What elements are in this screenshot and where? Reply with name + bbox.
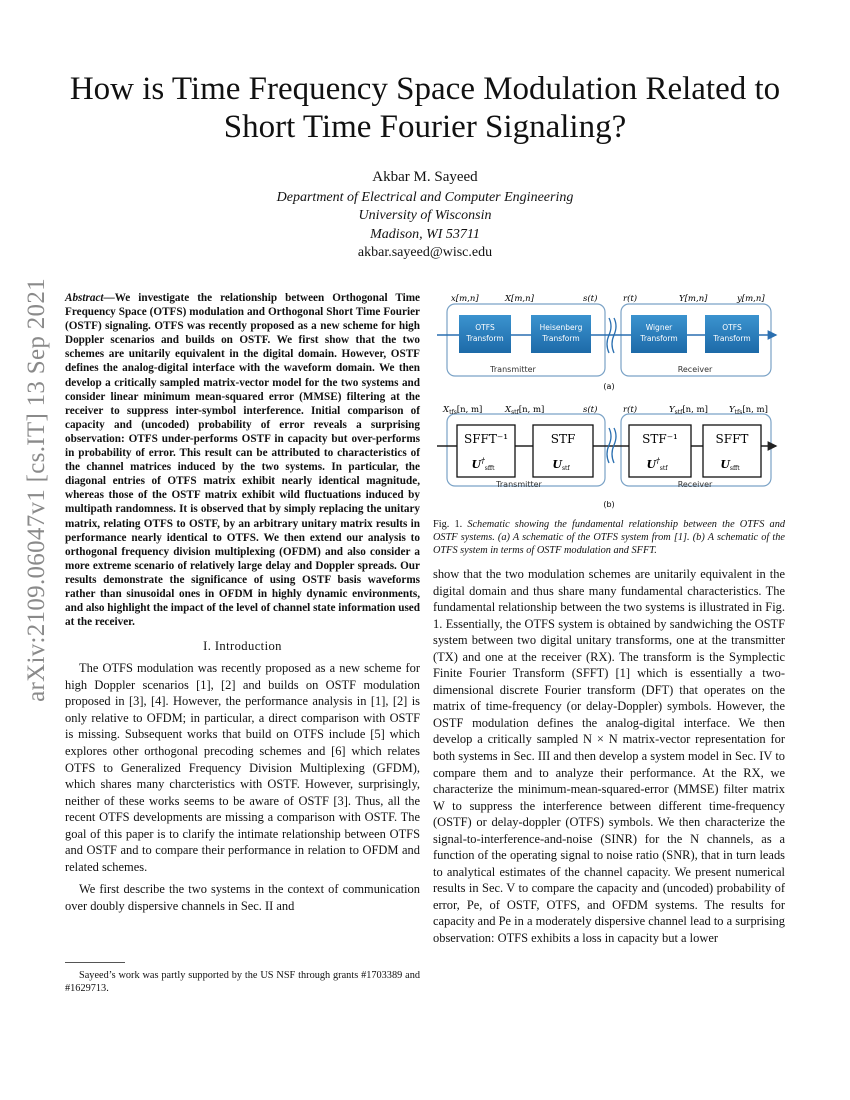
stf-label: STF — [550, 432, 576, 446]
signal-X-mn: X[m,n] — [505, 294, 534, 304]
abstract-label: Abstract — [65, 292, 104, 304]
caption-text: Schematic showing the fundamental relationship between the OTFS and OSTF systems. (a) A schematic of the OTFS system from [1]. (b) A schematic of the OTFS system in terms of OSTF modulation and SFFT. — [433, 519, 786, 557]
receiver-label-a: Receiver — [677, 365, 713, 374]
signal-Y-mn: Y[m,n] — [679, 294, 708, 304]
otfs-transform-tx-label-1: OTFS — [475, 323, 495, 332]
arxiv-stamp — [20, 278, 54, 702]
left-column — [65, 291, 420, 914]
author-block — [200, 168, 650, 263]
figure-1-diagram — [433, 288, 785, 518]
intro-paragraph-1: The OTFS modulation was recently proposed as a new scheme for high Doppler scenarios [1], [2] and builds on OSTF modulation proposed in [3], [4]. However, the performance analysis in [1], [2] is only relative to OFDM; in particular, a direct comparison with OSTF is missing. Subsequent works that build on OTFS include [5] which explores other orthogonal precoding schemes and [6] which relates OTFS to Generalized Frequency Division Multiplexing (GFDM), which shares many charcteristics with OSTF. However, surprisingly, neither of these works seems to be aware of OSTF [3]. Thus, all the recent OTFS developments are missing a comparison with OSTF. The goal of this paper is to clarify the intimate relationship between OTFS and OSTF and to compare their performance in relation to OFDM and related schemes. — [65, 661, 420, 874]
author-email: akbar.sayeed@wisc.edu — [357, 245, 493, 260]
right-column-text — [433, 566, 785, 947]
abstract — [65, 291, 420, 629]
signal-s-t-b: s(t) — [583, 405, 598, 415]
transmitter-label-a: Transmitter — [490, 365, 536, 374]
heisenberg-label-1: Heisenberg — [539, 323, 583, 332]
stf-inverse-label: STF⁻¹ — [642, 432, 678, 446]
stf-matrix: Ustf — [552, 458, 570, 472]
panel-b — [437, 404, 776, 509]
sfft-inverse-matrix: $U^\dagger_{sfft}$ — [471, 456, 495, 472]
transmitter-label-b: Transmitter — [496, 480, 542, 489]
panel-a — [437, 293, 776, 391]
panel-b-label: (b) — [603, 500, 615, 509]
arxiv-identifier: arXiv:2109.06047v1 [cs.IT] 13 Sep 2021 — [23, 278, 50, 702]
author-location: Madison, WI 53711 — [370, 226, 480, 242]
section-heading-introduction: I. Introduction — [203, 639, 282, 654]
sfft-matrix: Usfft — [720, 458, 740, 472]
receiver-label-b: Receiver — [677, 480, 713, 489]
figure-1 — [433, 288, 785, 518]
stf-inverse-matrix: $U^\dagger_{stf}$ — [646, 456, 668, 472]
caption-label: Fig. 1. — [433, 519, 463, 530]
author-university: University of Wisconsin — [358, 208, 492, 223]
author-department: Department of Electrical and Computer Engineering — [276, 189, 574, 205]
abstract-text: —We investigate the relationship between Orthogonal Time Frequency Space (OTFS) modulation and Orthogonal Short Time Fourier (OSTF) signaling. OTFS was recently proposed as a new scheme for high Doppler scenarios and builds on OSTF. We first show that the two schemes are unitarily equivalent in the digital domain. However, OSTF defines the analog-digital interface with the waveform domain. We then develop a critically sampled matrix-vector model for the two systems and consider linear minimum mean-squared error (MMSE) filtering at the receiver to suppress inter-symbol interference. Initial comparison of capacity and (uncoded) probability of error reveals a surprising observation: OTFS under-performs OSTF in capacity but over-performs in probability of error. This result can be attributed to characteristics of the channel matrices induced by the two systems. In particular, the diagonal entries of OTFS matrix exhibit nearly identical magnitude, whereas those of the OSTF matrix exhibit wild fluctuations induced by multipath randomness. It is observed that by simply replacing the unitary matrix, relating OTFS to OSTF, by an arbitrary unitary matrix results in performance nearly identical to OTFS. We then extend our analysis to orthogonal frequency division multiplexing (OFDM) and also consider a more extreme scenario of relatively large delay and Doppler spreads. Our results demonstrate the significance of using OSTF basis waveforms rather than sinusoidal ones in OFDM in highly dynamic environments, and also highlight the impact of the level of channel state information used at the receiver. — [65, 292, 420, 629]
footnote-rule — [65, 962, 125, 963]
sfft-label: SFFT — [715, 432, 749, 446]
figure-1-caption — [433, 518, 785, 558]
intro-paragraph-2: We first describe the two systems in the context of communication over doubly dispersive channels in Sec. II and — [65, 882, 420, 913]
signal-X-stf: $X_{stf}[n$, m] — [505, 405, 545, 416]
author-name: Akbar M. Sayeed — [372, 169, 478, 185]
otfs-transform-tx-label-2: Transform — [466, 334, 504, 343]
signal-Y-stf: $Y_{stf}[n$, m] — [669, 405, 708, 416]
wigner-label-1: Wigner — [645, 323, 673, 332]
signal-r-t-a: r(t) — [623, 294, 638, 304]
signal-s-t-a: s(t) — [583, 294, 598, 304]
signal-X-tfs: $X_{tfs}[n$, m] — [443, 405, 483, 416]
sfft-inverse-label: SFFT⁻¹ — [463, 432, 509, 446]
right-paragraph: show that the two modulation schemes are unitarily equivalent in the digital domain and thus share many fundamental characteristics. The fundamental relationship between the two systems is illustrated in Fig. 1. Essentially, the OTFS system is obtained by sandwiching the OSTF system between two digital unitary transforms, one at the transmitter (TX) and one at the receiver (RX). The transform is the Symplectic Finite Fourier Transform (SFFT) [1] which is essentially a two-dimensional discrete Fourier transform (DFT) that operates on the matrix of time-frequency (or delay-Doppler) symbols. However, the OSTF modulation defines the analog-digital interface. We then develop a critically sampled N × N matrix-vector representation for both systems in Sec. III and then develop a system model in Sec. IV to compare them and to analyze their performance. At the RX, we characterize the minimum-mean-squared-error (MMSE) filter matrix W to suppress the interference between different time-frequency (OSTF) or delay-doppler (OTFS) symbols. We then characterize the signal-to-interference-and-noise (SINR) for the N channels, as a function of the operating signal to noise ratio (SNR), that in turn leads to analytical estimates of the channel capacity. We present numerical results in Sec. V to compare the capacity and (uncoded) probability of error, Pe, of OSTF, OTFS, and OFDM systems. The results for capacity and Pe in a moderately dispersive channel lead to a surprising observation: OTFS exhibits a loss in capacity but a lower — [433, 567, 785, 946]
signal-y-mn: y[m,n] — [737, 294, 765, 304]
paper-title: How is Time Frequency Space Modulation Related to Short Time Fourier Signaling? — [69, 71, 781, 145]
signal-Y-tfs: $Y_{tfs}[n$, m] — [729, 405, 768, 416]
otfs-transform-rx-label-2: Transform — [713, 334, 751, 343]
signal-r-t-b: r(t) — [623, 405, 638, 415]
footnote: Sayeed’s work was partly supported by the US NSF through grants #1703389 and #1629713. — [65, 970, 420, 994]
wigner-label-2: Transform — [640, 334, 678, 343]
signal-x-mn: x[m,n] — [451, 294, 479, 304]
panel-a-label: (a) — [603, 382, 615, 391]
heisenberg-label-2: Transform — [542, 334, 580, 343]
otfs-transform-rx-label-1: OTFS — [722, 323, 742, 332]
